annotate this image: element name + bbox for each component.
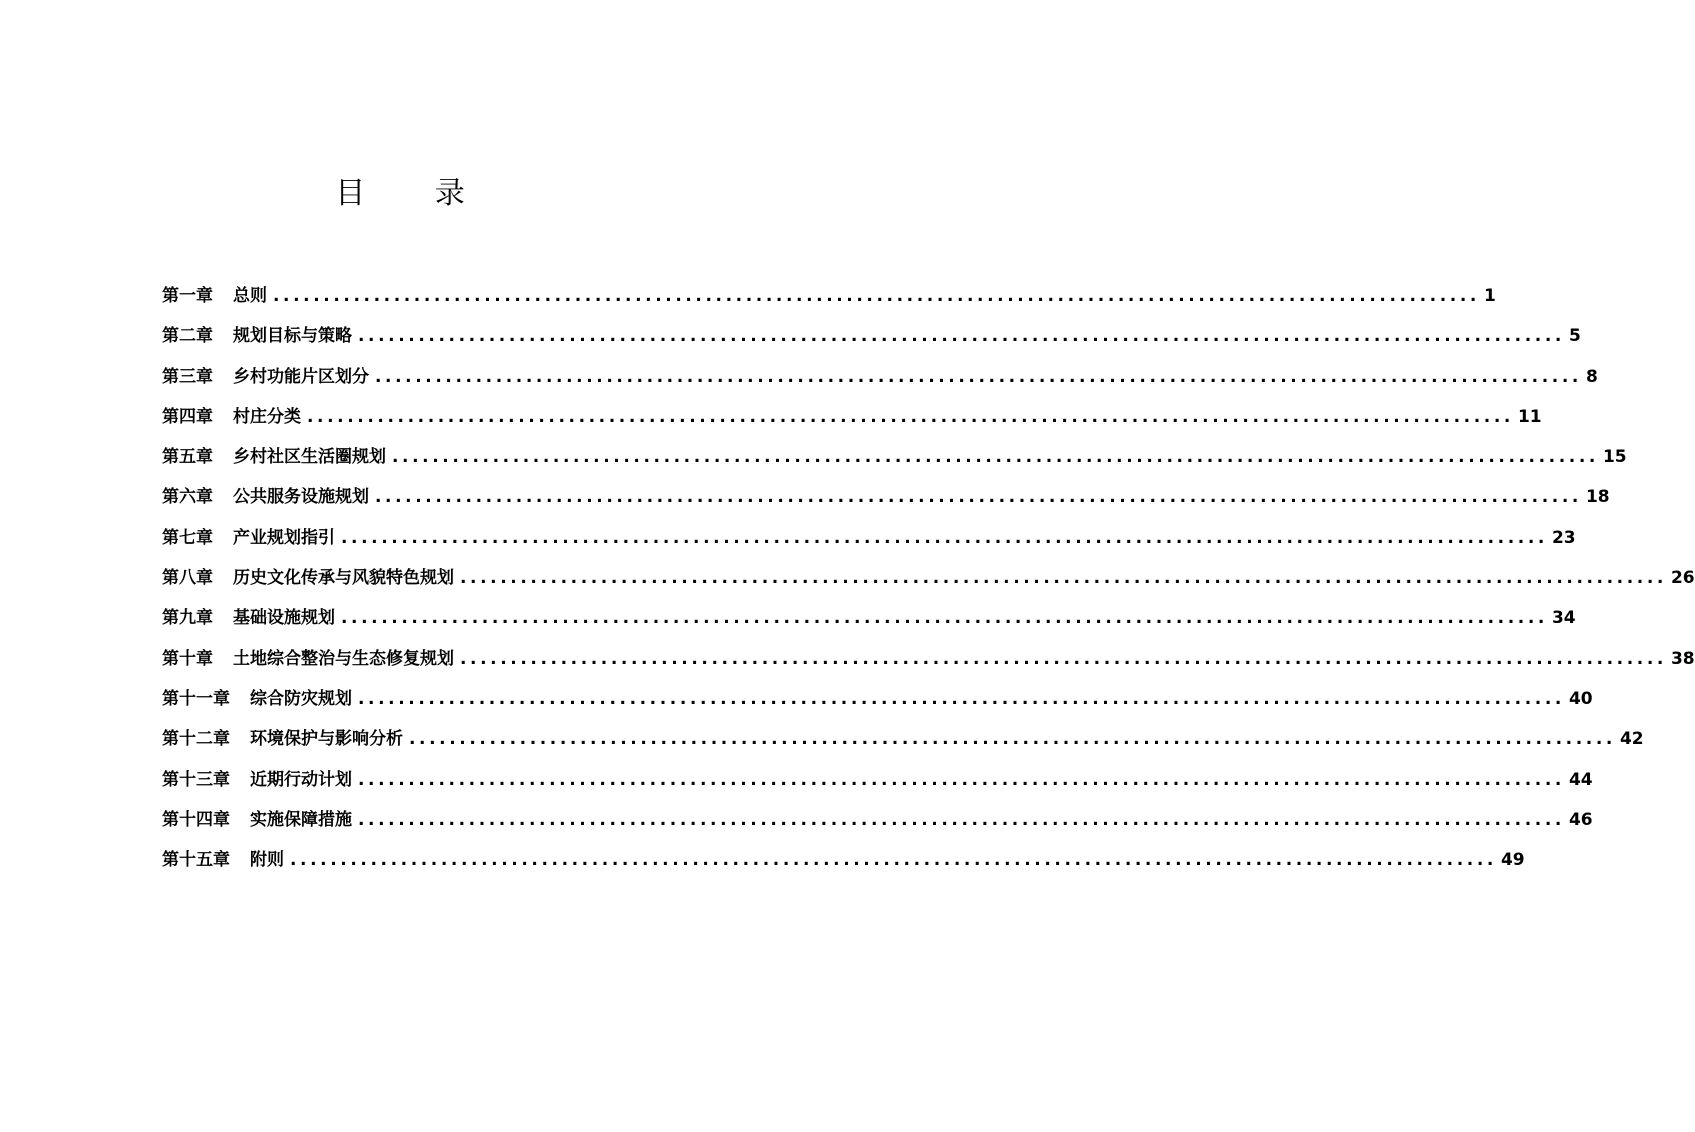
- toc-entry[interactable]: [162, 281, 1496, 321]
- toc-chapter-number: 第二章: [162, 326, 213, 347]
- toc-entry[interactable]: [162, 603, 1576, 643]
- toc-chapter-number: 第一章: [162, 286, 213, 306]
- toc-dot-leader: ........................................................................................................................: [409, 729, 1616, 750]
- toc-chapter-number: 第十一章: [162, 688, 230, 709]
- toc-page-number: 40: [1568, 688, 1593, 709]
- toc-chapter-title: 环境保护与影响分析: [250, 729, 403, 750]
- toc-chapter-number: 第十四章: [162, 809, 230, 830]
- toc-entry[interactable]: [162, 523, 1576, 563]
- toc-entry[interactable]: [162, 644, 1695, 684]
- toc-chapter-title: 综合防灾规划: [250, 688, 352, 709]
- toc-dot-leader: ........................................................................................................................: [358, 688, 1565, 709]
- toc-page-number: 49: [1500, 850, 1525, 871]
- toc-entry[interactable]: [162, 724, 1644, 764]
- toc-dot-leader: ........................................................................................................................: [307, 406, 1514, 427]
- toc-entry[interactable]: [162, 805, 1593, 845]
- toc-dot-leader: ........................................................................................................................: [460, 568, 1667, 589]
- toc-page-number: 11: [1517, 406, 1542, 427]
- toc-entry[interactable]: [162, 402, 1542, 442]
- toc-entry[interactable]: [162, 684, 1593, 724]
- toc-chapter-title: 基础设施规划: [233, 608, 335, 629]
- toc-page-number: 26: [1670, 568, 1695, 589]
- toc-chapter-title: 总则: [233, 286, 267, 306]
- toc-chapter-title: 产业规划指引: [233, 527, 335, 548]
- toc-chapter-title: 近期行动计划: [250, 769, 352, 790]
- toc-dot-leader: ........................................................................................................................: [358, 326, 1565, 347]
- toc-page-number: 8: [1585, 366, 1598, 387]
- toc-page-number: 1: [1483, 286, 1496, 306]
- toc-page-number: 15: [1602, 447, 1627, 468]
- toc-entry[interactable]: [162, 321, 1581, 361]
- toc-chapter-number: 第九章: [162, 608, 213, 629]
- toc-dot-leader: ........................................................................................................................: [273, 286, 1480, 306]
- toc-chapter-number: 第七章: [162, 527, 213, 548]
- toc-chapter-number: 第十三章: [162, 769, 230, 790]
- toc-chapter-title: 乡村社区生活圈规划: [233, 447, 386, 468]
- toc-entry[interactable]: [162, 442, 1627, 482]
- toc-dot-leader: ........................................................................................................................: [375, 487, 1582, 508]
- toc-dot-leader: ........................................................................................................................: [460, 648, 1667, 669]
- toc-chapter-title: 村庄分类: [233, 406, 301, 427]
- toc-chapter-title: 规划目标与策略: [233, 326, 352, 347]
- toc-dot-leader: ........................................................................................................................: [375, 366, 1582, 387]
- toc-page-number: 18: [1585, 487, 1610, 508]
- toc-page-number: 46: [1568, 809, 1593, 830]
- toc-title: 目 录: [335, 176, 495, 211]
- toc-chapter-number: 第四章: [162, 406, 213, 427]
- toc-page-number: 23: [1551, 527, 1576, 548]
- toc-dot-leader: ........................................................................................................................: [358, 769, 1565, 790]
- toc-chapter-number: 第六章: [162, 487, 213, 508]
- toc-page-number: 38: [1670, 648, 1695, 669]
- toc-chapter-number: 第十章: [162, 648, 213, 669]
- toc-chapter-title: 附则: [250, 850, 284, 871]
- toc-page-number: 34: [1551, 608, 1576, 629]
- toc-page-number: 5: [1568, 326, 1581, 347]
- toc-chapter-number: 第十二章: [162, 729, 230, 750]
- toc-dot-leader: ........................................................................................................................: [341, 608, 1548, 629]
- toc-dot-leader: ........................................................................................................................: [358, 809, 1565, 830]
- toc-chapter-title: 历史文化传承与风貌特色规划: [233, 568, 454, 589]
- toc-chapter-title: 公共服务设施规划: [233, 487, 369, 508]
- toc-dot-leader: ........................................................................................................................: [290, 850, 1497, 871]
- toc-list: [162, 281, 1695, 885]
- toc-entry[interactable]: [162, 482, 1610, 522]
- toc-entry[interactable]: [162, 765, 1593, 805]
- toc-page-number: 42: [1619, 729, 1644, 750]
- toc-chapter-number: 第十五章: [162, 850, 230, 871]
- toc-entry[interactable]: [162, 845, 1525, 885]
- toc-entry[interactable]: [162, 362, 1598, 402]
- toc-chapter-title: 乡村功能片区划分: [233, 366, 369, 387]
- toc-chapter-number: 第五章: [162, 447, 213, 468]
- toc-chapter-number: 第八章: [162, 568, 213, 589]
- toc-chapter-title: 实施保障措施: [250, 809, 352, 830]
- toc-chapter-number: 第三章: [162, 366, 213, 387]
- toc-entry[interactable]: [162, 563, 1695, 603]
- toc-chapter-title: 土地综合整治与生态修复规划: [233, 648, 454, 669]
- toc-dot-leader: ........................................................................................................................: [341, 527, 1548, 548]
- toc-page-number: 44: [1568, 769, 1593, 790]
- toc-dot-leader: ........................................................................................................................: [392, 447, 1599, 468]
